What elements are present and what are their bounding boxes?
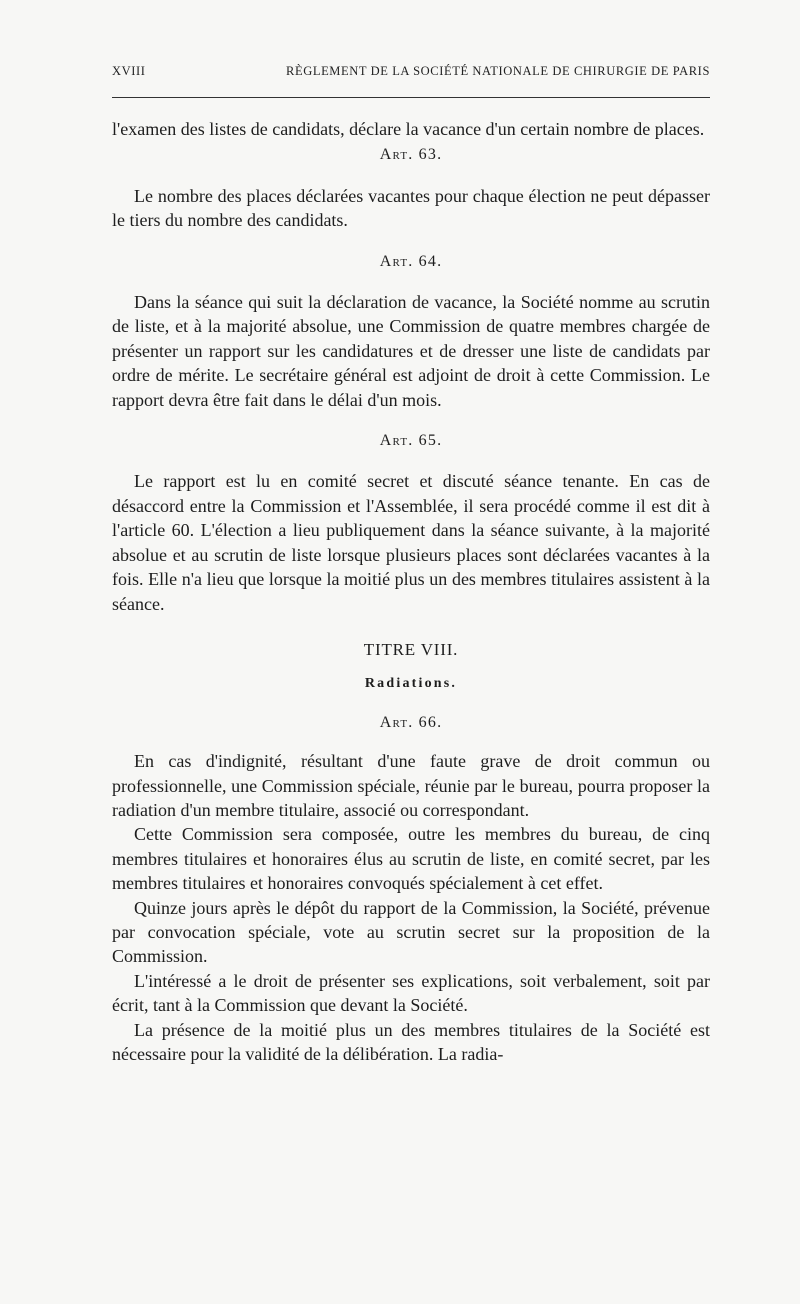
article-66-paragraph-1: En cas d'indignité, résultant d'une faute grave de droit commun ou professionnelle, une Commission spéciale, réunie par le bureau, pourra proposer la radiation d'un membre titulaire, associé ou correspondant.: [112, 751, 710, 820]
page-number: XVIII: [112, 64, 146, 78]
running-header: [112, 64, 710, 79]
article-66-paragraph-2: Cette Commission sera composée, outre les membres du bureau, de cinq membres titulaires et honoraires élus au scrutin de liste, en comité secret, par les membres titulaires et honoraires convoqués spécialement à cet effet.: [112, 824, 710, 894]
article-heading-63: Art. 63.: [379, 146, 443, 164]
article-64-text: Dans la séance qui suit la déclaration de vacance, la Société nomme au scrutin de liste, et à la majorité absolue, une Commission de quatre membres chargée de présenter un rapport sur les candidatures et de dresser une liste de candidats par ordre de mérite. Le secrétaire général est adjoint de droit à cette Commission. Le rapport devra être fait dans le délai d'un mois.: [112, 292, 710, 410]
header-rule: [112, 97, 710, 98]
article-heading-66: Art. 66.: [379, 713, 443, 731]
title-heading: TITRE VIII.: [363, 639, 459, 659]
article-heading-65: Art. 65.: [379, 432, 443, 450]
article-66-paragraph-3: Quinze jours après le dépôt du rapport de la Commission, la Société, prévenue par convocation spéciale, vote au scrutin secret sur la proposition de la Commission.: [112, 897, 710, 967]
article-65-text: Le rapport est lu en comité secret et discuté séance tenante. En cas de désaccord entre la Commission et l'Assemblée, il sera procédé comme il est dit à l'article 60. L'élection a lieu publiquement dans la séance suivante, à la majorité absolue et au scrutin de liste lorsque plusieurs places sont déclarées vacantes à la fois. Elle n'a lieu que lorsque la moitié plus un des membres titulaires assistent à la séance.: [112, 471, 710, 614]
page-body: [112, 117, 710, 1066]
article-heading-64: Art. 64.: [379, 252, 443, 270]
article-66-paragraph-4: L'intéressé a le droit de présenter ses explications, soit verbalement, soit par écrit, tant à la Commission que devant la Société.: [112, 970, 710, 1016]
running-title: RÈGLEMENT DE LA SOCIÉTÉ NATIONALE DE CHIRURGIE DE PARIS: [286, 64, 710, 78]
continuation-paragraph: l'examen des listes de candidats, déclare la vacance d'un certain nombre de places.: [112, 119, 705, 139]
article-63-text: Le nombre des places déclarées vacantes pour chaque élection ne peut dépasser le tiers du nombre des candidats.: [112, 185, 710, 231]
section-subtitle: Radiations.: [364, 676, 458, 692]
article-66-paragraph-5: La présence de la moitié plus un des membres titulaires de la Société est nécessaire pour la validité de la délibération. La radia-: [112, 1019, 710, 1064]
